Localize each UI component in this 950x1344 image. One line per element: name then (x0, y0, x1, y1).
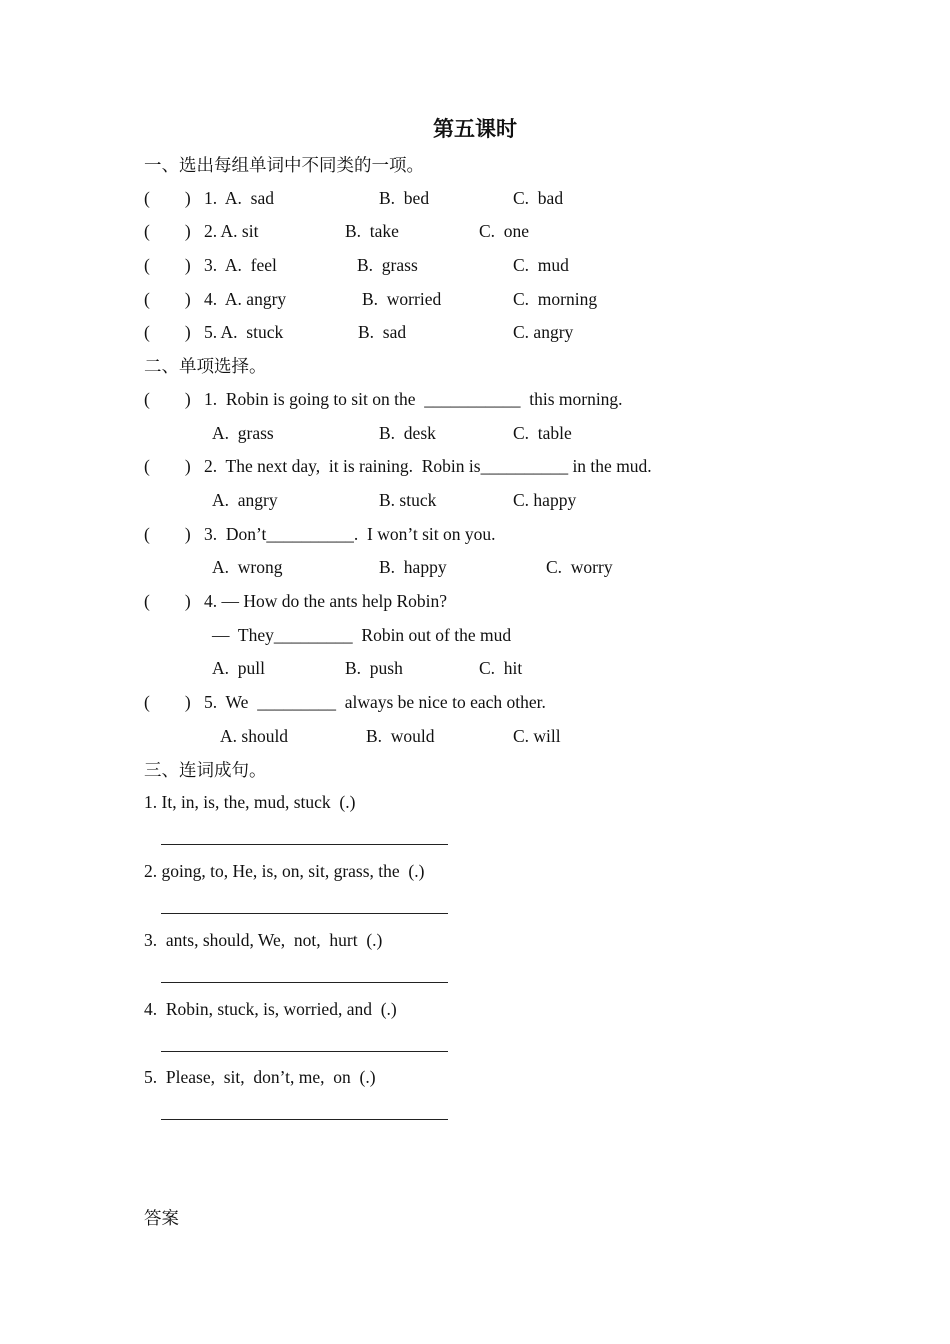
word-list: 2. going, to, He, is, on, sit, grass, the (.) (144, 861, 425, 881)
answer-line[interactable] (161, 913, 448, 914)
answer-paren[interactable]: ( ) (144, 289, 191, 309)
question-response: — They_________ Robin out of the mud (212, 625, 512, 645)
answer-paren[interactable]: ( ) (144, 322, 191, 342)
option-c: C. one (479, 221, 530, 241)
answer-line[interactable] (161, 1051, 448, 1052)
answer-line[interactable] (161, 1119, 448, 1120)
option-b: B. grass (357, 255, 418, 275)
question-text: 5. We _________ always be nice to each other. (204, 692, 546, 712)
word-list: 3. ants, should, We, not, hurt (.) (144, 930, 383, 950)
option-c: C. hit (479, 658, 523, 678)
answer-paren[interactable]: ( ) (144, 591, 191, 611)
section2-heading: 二、单项选择。 (144, 356, 267, 376)
option-a: 5. A. stuck (204, 322, 284, 342)
option-c: C. will (513, 726, 561, 746)
option-a: A. should (220, 726, 289, 746)
option-c: C. morning (513, 289, 598, 309)
option-b: B. stuck (379, 490, 437, 510)
option-b: B. take (345, 221, 399, 241)
page-title: 第五课时 (433, 117, 517, 141)
option-c: C. angry (513, 322, 574, 342)
section3-heading: 三、连词成句。 (144, 760, 267, 780)
option-a: 4. A. angry (204, 289, 287, 309)
question-text: 4. — How do the ants help Robin? (204, 591, 448, 611)
answer-paren[interactable]: ( ) (144, 524, 191, 544)
question-text: 3. Don’t__________. I won’t sit on you. (204, 524, 496, 544)
option-a: A. pull (212, 658, 265, 678)
option-b: B. push (345, 658, 403, 678)
option-a: 1. A. sad (204, 188, 274, 208)
option-c: C. happy (513, 490, 577, 510)
answer-paren[interactable]: ( ) (144, 188, 191, 208)
word-list: 5. Please, sit, don’t, me, on (.) (144, 1067, 376, 1087)
section1-heading: 一、选出每组单词中不同类的一项。 (144, 155, 424, 175)
option-b: B. happy (379, 557, 447, 577)
answer-paren[interactable]: ( ) (144, 456, 191, 476)
answer-paren[interactable]: ( ) (144, 221, 191, 241)
option-b: B. would (366, 726, 435, 746)
option-a: A. grass (212, 423, 274, 443)
option-c: C. mud (513, 255, 569, 275)
option-a: A. wrong (212, 557, 283, 577)
word-list: 1. It, in, is, the, mud, stuck (.) (144, 792, 356, 812)
answer-paren[interactable]: ( ) (144, 255, 191, 275)
answer-label: 答案 (144, 1208, 179, 1228)
word-list: 4. Robin, stuck, is, worried, and (.) (144, 999, 397, 1019)
option-b: B. worried (362, 289, 442, 309)
option-b: B. desk (379, 423, 436, 443)
answer-paren[interactable]: ( ) (144, 389, 191, 409)
option-a: 3. A. feel (204, 255, 277, 275)
option-a: 2. A. sit (204, 221, 259, 241)
question-text: 1. Robin is going to sit on the ___________ this morning. (204, 389, 623, 409)
option-b: B. bed (379, 188, 430, 208)
answer-line[interactable] (161, 982, 448, 983)
option-b: B. sad (358, 322, 407, 342)
question-text: 2. The next day, it is raining. Robin is__________ in the mud. (204, 456, 652, 476)
option-c: C. worry (546, 557, 613, 577)
option-c: C. table (513, 423, 572, 443)
option-c: C. bad (513, 188, 564, 208)
answer-paren[interactable]: ( ) (144, 692, 191, 712)
answer-line[interactable] (161, 844, 448, 845)
option-a: A. angry (212, 490, 278, 510)
